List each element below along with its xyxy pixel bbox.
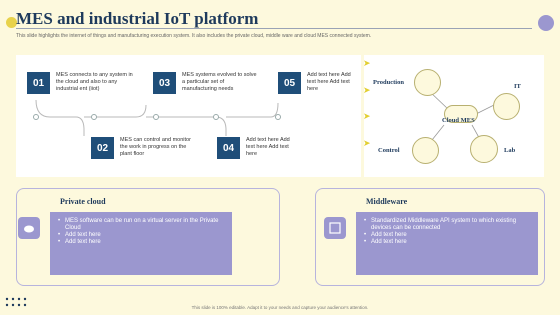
step-number-01: 01: [27, 72, 50, 94]
private-cloud-list: [58, 218, 224, 246]
node-label-lab: Lab: [504, 147, 516, 154]
arrow-icon: ➤: [363, 58, 371, 68]
arrow-icon: ➤: [363, 138, 371, 148]
private-cloud-item: • Add text here: [58, 239, 224, 246]
steps-panel: [16, 55, 361, 177]
title-divider: [16, 28, 532, 29]
cloud-icon: [18, 217, 40, 239]
private-cloud-item: • Add text here: [58, 232, 224, 239]
node-label-control: Control: [378, 147, 400, 154]
lab-icon: [470, 135, 498, 163]
middleware-list: [364, 218, 530, 246]
network-icon: [324, 217, 346, 239]
step-text-01: MES connects to any system in the cloud and also to any industrial ent (iiot): [56, 72, 133, 92]
step-number-03: 03: [153, 72, 176, 94]
node-label-it: IT: [514, 83, 521, 90]
node-label-cloud: Cloud MES: [442, 117, 475, 124]
step-number-02: 02: [91, 137, 114, 159]
factory-icon: [414, 69, 441, 96]
step-number-04: 04: [217, 137, 240, 159]
step-text-03: MES systems evolved to solve a particular set of manufacturing needs: [182, 72, 257, 92]
page-subtitle: This slide highlights the internet of things and manufacturing execution system. It also includes the private cloud, middle ware and cloud MES connected system.: [16, 33, 372, 39]
private-cloud-item: • MES software can be run on a virtual server in the Private Cloud: [58, 218, 224, 232]
middleware-item: • Standardized Middleware API system to which existing devices can be connected: [364, 218, 530, 232]
step-text-04: Add text here Add text here Add text here: [246, 137, 290, 157]
arrow-icon: ➤: [363, 111, 371, 121]
step-text-05: Add text here Add text here Add text here: [307, 72, 351, 92]
middleware-card: [356, 212, 538, 275]
private-cloud-title: Private cloud: [60, 197, 106, 206]
step-text-02: MES can control and monitor the work in progress on the plant floor: [120, 137, 191, 157]
network-icon: [493, 93, 520, 120]
middleware-title: Middleware: [366, 197, 408, 206]
node-label-production: Production: [373, 79, 404, 86]
arrow-icon: ➤: [363, 85, 371, 95]
cloud-mes-diagram: [364, 55, 544, 177]
control-icon: [412, 137, 439, 164]
private-cloud-card: [50, 212, 232, 275]
footer-note: This slide is 100% editable. Adapt it to your needs and capture your audience's attention.: [191, 305, 369, 310]
middleware-item: • Add text here: [364, 239, 530, 246]
decorative-circle-purple: [538, 15, 554, 31]
step-number-05: 05: [278, 72, 301, 94]
middleware-item: • Add text here: [364, 232, 530, 239]
page-title: MES and industrial IoT platform: [16, 9, 259, 28]
